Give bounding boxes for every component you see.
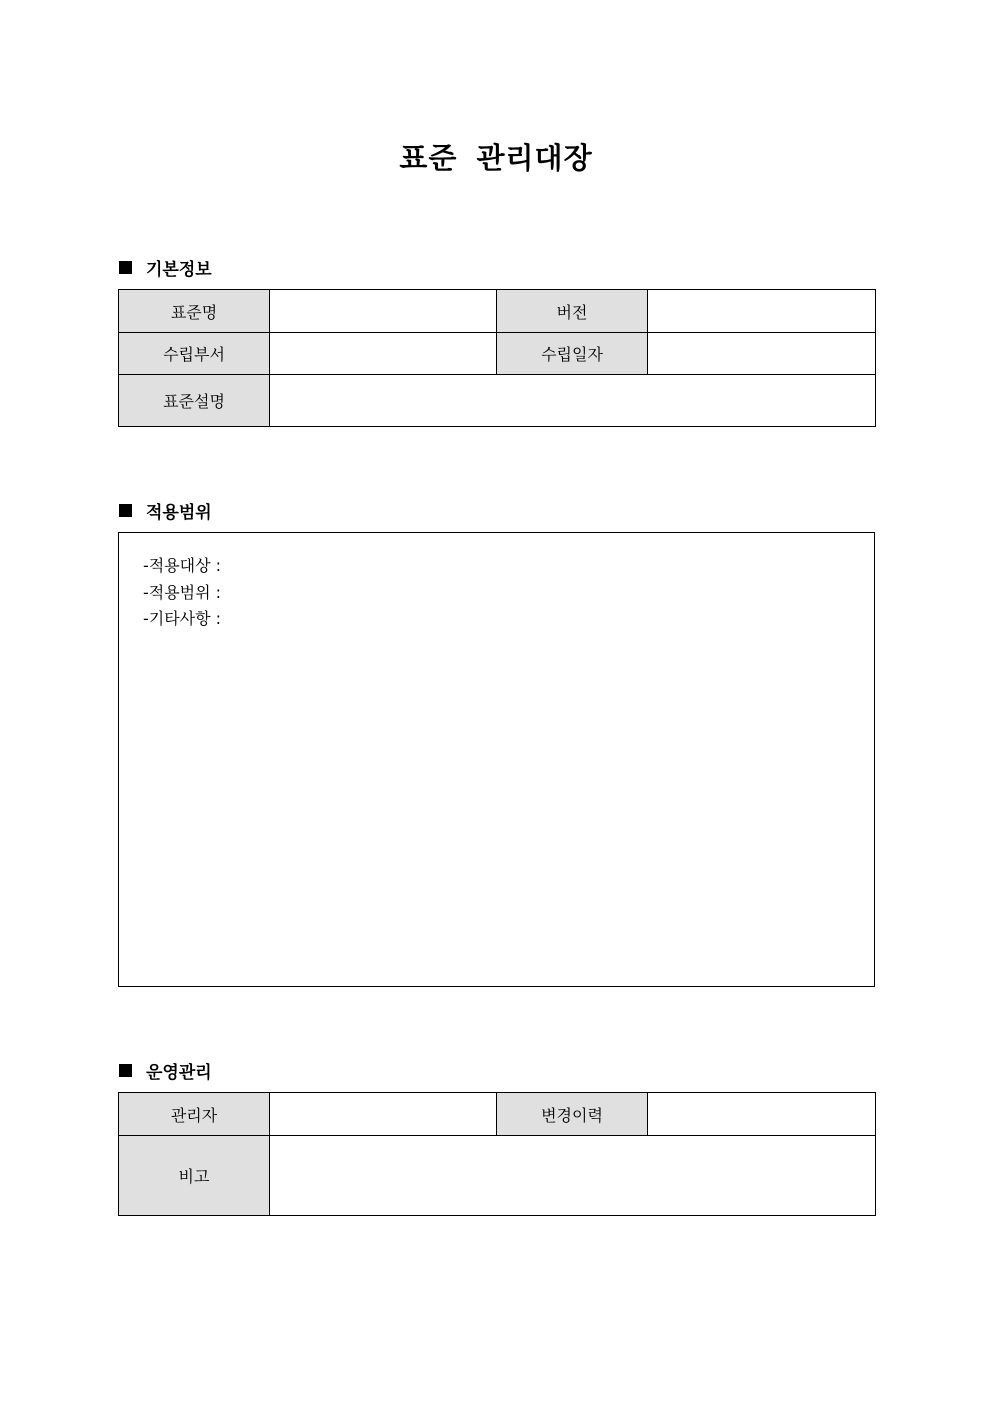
established-date-field[interactable]	[648, 333, 876, 375]
remarks-label: 비고	[119, 1136, 270, 1216]
version-field[interactable]	[648, 290, 876, 333]
description-label: 표준설명	[119, 375, 270, 427]
table-row	[119, 1093, 876, 1136]
change-history-field[interactable]	[648, 1093, 876, 1136]
table-row	[119, 1136, 876, 1216]
department-label: 수립부서	[119, 333, 270, 375]
standard-name-field[interactable]	[270, 290, 497, 333]
basic-info-heading	[119, 255, 212, 280]
square-bullet-icon	[119, 1064, 132, 1077]
manager-field[interactable]	[270, 1093, 497, 1136]
scope-heading	[119, 498, 212, 523]
manager-label: 관리자	[119, 1093, 270, 1136]
change-history-label: 변경이력	[497, 1093, 648, 1136]
remarks-field[interactable]	[270, 1136, 876, 1216]
operation-table	[118, 1092, 876, 1216]
basic-info-heading-label: 기본정보	[146, 260, 212, 280]
scope-range-line: -적용범위 :	[143, 583, 222, 602]
table-row	[119, 333, 876, 375]
description-field[interactable]	[270, 375, 876, 427]
page-title: 표준 관리대장	[399, 141, 593, 175]
square-bullet-icon	[119, 504, 132, 517]
scope-text-area[interactable]	[118, 532, 875, 987]
version-label: 버전	[497, 290, 648, 333]
scope-target-line: -적용대상 :	[143, 556, 222, 575]
square-bullet-icon	[119, 261, 132, 274]
established-date-label: 수립일자	[497, 333, 648, 375]
basic-info-table	[118, 289, 876, 427]
table-row	[119, 375, 876, 427]
standard-name-label: 표준명	[119, 290, 270, 333]
department-field[interactable]	[270, 333, 497, 375]
operation-heading-label: 운영관리	[146, 1063, 212, 1083]
scope-other-line: -기타사항 :	[143, 609, 222, 628]
operation-heading	[119, 1058, 212, 1083]
scope-heading-label: 적용범위	[146, 503, 212, 523]
table-row	[119, 290, 876, 333]
